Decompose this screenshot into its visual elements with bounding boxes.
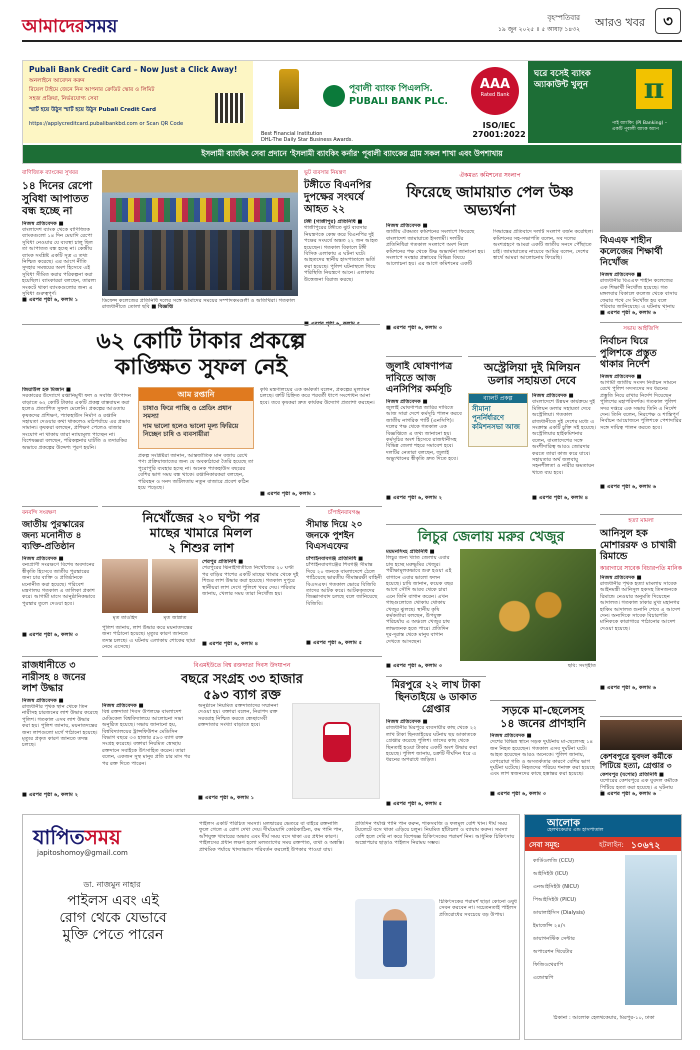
blood-illustration	[292, 703, 380, 799]
murder-body: যশোরের কেশবপুরে এক যুবদল কর্মীকে পিটিয়ে হত্যা করা হয়েছে। এ ঘটনায়	[600, 778, 678, 791]
lead-title-line1: ৬২ কোটি টাকার প্রকল্পে	[96, 329, 306, 354]
border-kicker: চাঁপাইনবাবগঞ্জ	[327, 510, 361, 516]
bank-name-en: PUBALI BANK PLC.	[349, 96, 448, 107]
masthead	[0, 0, 700, 56]
rimand-more: ■ এরপর পৃষ্ঠা ৬, কলাম ৬	[600, 684, 657, 691]
hospital-sub: হেলথকেয়ার এন্ড হাসপাতাল	[547, 827, 604, 833]
repo-title: ১৪ দিনের রেপো সুবিধা আপাতত বন্ধ হচ্ছে না	[22, 180, 93, 217]
children-text	[202, 559, 300, 651]
blood-title-line2: ৫৯৩ ব্যাগ রক্ত	[203, 688, 281, 703]
igp-kicker: সভায় আইজিপি	[623, 326, 659, 332]
rajdhani-title: রাজধানীতে ৩ নারীসহ ৪ জনের লাশ উদ্ধার	[22, 660, 86, 694]
section-label: আরও খবর	[595, 16, 645, 29]
pi-symbol-icon: π	[636, 69, 672, 109]
children-body-2: পুলিশ জানায়, লাশ উদ্ধার করে ময়নাতদন্তের জন্য পাঠানো হয়েছে। মৃত্যুর কারণ জানতে তদন্ত চলছে। এ ঘটনায় এলাকায় শোকের ছায়া নেমে এসেছে।	[102, 625, 196, 651]
children-byline: শেরপুর প্রতিনিধি ■	[202, 559, 244, 565]
border-byline: চাঁপাইনবাবগঞ্জ প্রতিনিধি ■	[306, 556, 363, 562]
robbery-byline: নিজস্ব প্রতিবেদক ■	[386, 719, 428, 725]
dates-title: লিচুর জেলায় মরুর খেজুর	[417, 529, 565, 545]
flag-row	[110, 198, 290, 222]
repo-kicker: বাণিজ্যিক ব্যাংকের সুখবর	[22, 170, 79, 176]
dates-more: ■ এরপর পৃষ্ঠা ৬, কলাম ৩	[386, 663, 443, 670]
ad-bullet-3: সহজ প্রক্রিয়া, নির্ভরযোগ্য সেবা	[29, 96, 99, 102]
children-body: শেরপুরের ঝিনাইগাতীতে নিখোঁজের ২০ ঘণ্টা পর বাড়ির পাশের একটি মাছের খামার থেকে দুই শিশুর লাশ উদ্ধার করা হয়েছে। গতকাল দুপুরে স্থানীয়রা লাশ দেখে পুলিশে খবর দেয়। পরিবার জানায়, খেলার সময় তারা নিখোঁজ হয়।	[202, 565, 299, 598]
lead-body: সরকারের উদ্যোগে রপ্তানিমুখী ফল ও সবজি উৎপাদন বাড়াতে ৬২ কোটি টাকার একটি প্রকল্প বাস্তবায়ন করা হলেও প্রত্যাশিত সুফল মেলেনি। প্রকল্পের আওতায় কৃষকদের প্রশিক্ষণ, প্যাকহাউস নির্মাণ ও রপ্তানি সহায়তা দেওয়ার কথা থাকলেও মাঠপর্যায়ে এর প্রভাব সামান্য। কৃষকরা বলছেন, প্রশিক্ষণ পেলেও বাজার সংযোগ না থাকায় তারা ন্যায্যমূল্য পাচ্ছেন না। বিশেষজ্ঞরা বলছেন, পরিকল্পনার ঘাটতি ও তদারকির অভাবে প্রকল্পের উদ্দেশ্য পূরণ হয়নি।	[22, 393, 131, 451]
children-title-line3: ২ শিশুর লাশ	[168, 540, 234, 555]
brand-left: যাপিত	[33, 825, 85, 849]
rimand-kicker: হত্যা মামলা	[628, 518, 654, 524]
border-title: সীমান্ত দিয়ে ২০ জনকে পুশইন বিএসএফের	[306, 520, 363, 552]
lead-byline: জিয়াউল হক মিজান ■	[22, 387, 71, 393]
children-photos	[102, 559, 198, 651]
hospital-photo	[625, 855, 677, 1005]
column-author: ডা. নাজমুন নাহার	[83, 880, 141, 889]
service-3: এনআইসিইউ (NICU)	[533, 884, 579, 890]
igp-more: ■ এরপর পৃষ্ঠা ৬, কলাম ৬	[600, 483, 657, 490]
hospital-ad	[524, 814, 682, 1040]
accident-byline: নিজস্ব প্রতিবেদক ■	[490, 733, 532, 739]
ndc-photo	[102, 170, 298, 296]
rajdhani-body: রাজধানীর পৃথক স্থান থেকে তিন নারীসহ চারজনের লাশ উদ্ধার করেছে পুলিশ। গতকাল এসব লাশ উদ্ধার করা হয়। পুলিশ জানায়, ময়নাতদন্তের জন্য লাশগুলো মর্গে পাঠানো হয়েছে। মৃত্যুর প্রকৃত কারণ জানতে তদন্ত চলছে।	[22, 703, 98, 749]
column-illustration	[355, 899, 435, 979]
article-robbery	[386, 676, 486, 810]
tongi-title: টঙ্গীতে বিএনপির দুপক্ষের সংঘর্ষে আহত ২২	[304, 180, 372, 215]
blood-col-1	[102, 703, 192, 803]
award-text	[261, 131, 361, 143]
accident-more: ■ এরপর পৃষ্ঠা ৬, কলাম ৩	[490, 791, 547, 798]
service-6: ইমার্জেন্সি ২৪/৭	[533, 923, 566, 929]
blood-body: বিশ্ব রক্তদাতা দিবস উপলক্ষে বাংলাদেশ মেডিকেল বিশ্ববিদ্যালয়ে আলোচনা সভা অনুষ্ঠিত হয়েছে। সভায় জানানো হয়, বিশ্ববিদ্যালয়ের ট্রান্সফিউশন মেডিসিন বিভাগ বছরে ৩৩ হাজার ৫৯৩ ব্যাগ রক্ত সংগ্রহ করেছে। বক্তারা নিয়মিত স্বেচ্ছায় রক্তদানে সবাইকে উৎসাহিত করেন। তারা বলেন, একজন সুস্থ মানুষ প্রতি চার মাস পর পর রক্ত দিতে পারেন।	[102, 709, 191, 767]
tongi-body: গাজীপুরের টঙ্গীতে ঝুট ব্যবসার নিয়ন্ত্রণকে কেন্দ্র করে বিএনপির দুই পক্ষের সংঘর্ষে অন্তত ২২ জন আহত হয়েছেন। গতকাল বিকালে টঙ্গী বিসিক এলাকায় এ ঘটনা ঘটে। আহতদের স্থানীয় হাসপাতালে ভর্তি করা হয়েছে। পুলিশ ঘটনাস্থলে গিয়ে পরিস্থিতি নিয়ন্ত্রণে আনে। এলাকায় উত্তেজনা বিরাজ করছে।	[304, 225, 378, 283]
lead-more: ■ এরপর পৃষ্ঠা ৬, কলাম ১	[260, 491, 317, 497]
hotline-label: হটলাইন:	[599, 841, 624, 849]
lead-infobox	[138, 387, 254, 449]
accident-title-line2: ১৪ জনের প্রাণহানি	[500, 717, 586, 730]
lead-col-3	[260, 387, 380, 499]
rajdhani-more: ■ এরপর পৃষ্ঠা ৬, কলাম ২	[22, 791, 79, 798]
julai-title: জুলাই ঘোষণাপত্র দাবিতে আজ এনসিপির কর্মসূচি	[386, 361, 453, 395]
hospital-address: ঠিকানা : আলোক হেলথকেয়ার, মিরপুর-১০, ঢাকা	[553, 1015, 655, 1021]
ad-bullet-2: রিয়েল টাইমে জেনে নিন আপনার ক্রেডিট স্কোর ও লিমিট	[29, 87, 155, 93]
jamaat-title: ফিরেছে জামায়াত পেল উষ্ণ অভ্যর্থনা	[406, 183, 574, 219]
article-igp	[600, 322, 682, 512]
child-name-2: মৃত জান্নাত	[163, 615, 187, 621]
blood-bag-icon	[323, 722, 351, 762]
article-border	[306, 506, 382, 652]
column-body-3: চিকিৎসকের পরামর্শ ছাড়া কোনো ওষুধ সেবন করবেন না। সচেতনতাই পাইলস প্রতিরোধের সবচেয়ে বড় উপায়।	[439, 899, 517, 918]
shaheen-title: বিএএফ শাহীন কলেজের শিক্ষার্থী নিখোঁজ	[600, 236, 663, 268]
australia-body: বাংলাদেশে উন্নয়ন কার্যক্রমে দুই মিলিয়ন ডলার সহায়তা দেবে অস্ট্রেলিয়া। গতকাল রাজধানীতে দুই দেশের মধ্যে এ সংক্রান্ত একটি চুক্তি সই হয়েছে। অস্ট্রেলিয়ার হাইকমিশনার বলেন, বাংলাদেশের সঙ্গে অংশীদারিত্ব আরও জোরদার করতে তারা কাজ করে যাবে। সহায়তার অর্থ জলবায়ু সহনশীলতা ও নারীর ক্ষমতায়ন খাতে ব্যয় হবে।	[532, 399, 596, 476]
accident-body: দেশের বিভিন্ন স্থানে সড়ক দুর্ঘটনায় মা-ছেলেসহ ১৪ জন নিহত হয়েছেন। গতকাল এসব দুর্ঘটনা ঘটে। আহত হয়েছেন আরও অনেকে। পুলিশ জানায়, বেপরোয়া গতি ও অসতর্কতার কারণে বেশির ভাগ দুর্ঘটনা ঘটেছে। নিহতদের পরিচয় শনাক্ত করা হয়েছে এবং লাশ স্বজনদের কাছে হস্তান্তর করা হয়েছে।	[490, 739, 595, 778]
australia-title-line1: অস্ট্রেলিয়া দুই মিলিয়ন	[483, 361, 581, 374]
masthead-rule	[22, 40, 682, 42]
article-accident	[490, 700, 596, 810]
article-rimand	[600, 514, 682, 714]
page-number: ৩	[655, 8, 681, 34]
shaheen-byline: নিজস্ব প্রতিবেদক ■	[600, 272, 642, 278]
article-julai	[386, 356, 462, 506]
jatio-body: বন্যপ্রাণী সংরক্ষণে বিশেষ অবদানের স্বীকৃতি হিসেবে জাতীয় পুরস্কারের জন্য চার ব্যক্তি ও প্রতিষ্ঠানকে মনোনীত করা হয়েছে। পরিবেশ মন্ত্রণালয় গতকাল এ তালিকা প্রকাশ করে। আগামী মাসে আনুষ্ঠানিকভাবে পুরস্কার তুলে দেওয়া হবে।	[22, 562, 96, 607]
child-name-1: মৃত তাওহিদ	[112, 615, 138, 621]
tongi-byline: টঙ্গী (গাজীপুর) প্রতিনিধি ■	[304, 219, 363, 225]
article-jamaat	[386, 170, 594, 352]
rating-sub: Rated Bank	[480, 92, 510, 98]
rimand-sub: কারাগারে সাবেক বিচারপতি মানিক	[600, 564, 682, 572]
column-title-line1: পাইলস এবং এই	[67, 893, 159, 909]
australia-inset-kicker: ব্যালট প্রকল্প	[469, 394, 527, 403]
date-line2: ১৯ জুন ২০২৫ ॥ ৫ আষাঢ় ১৪৩২	[498, 26, 580, 33]
service-10: এন্ডোস্কপি	[533, 975, 554, 981]
article-rajdhani	[22, 656, 98, 806]
australia-inset	[468, 393, 528, 447]
logo-left: আমাদের	[22, 16, 85, 37]
jamaat-more: ■ এরপর পৃষ্ঠা ৬, কলাম ৩	[386, 325, 443, 332]
award-trophy-icon	[279, 69, 299, 109]
service-1: কার্ডিওলজি (CCU)	[533, 858, 574, 864]
dates-byline: ময়মনসিংহ প্রতিনিধি ■	[386, 549, 435, 555]
service-8: অপারেশন থিয়েটার	[533, 949, 573, 955]
child-photo-1	[102, 559, 148, 613]
service-2: আইসিইউ (ICU)	[533, 871, 569, 877]
rimand-byline: নিজস্ব প্রতিবেদক ■	[600, 574, 642, 581]
rimand-title: আনিসুল হক মোশাররফ ও চাখারী রিমান্ডে	[600, 528, 677, 562]
article-murder	[600, 716, 682, 810]
children-title-line2: মাছের খামারে মিলল	[149, 525, 253, 540]
hospital-name: আলোক	[547, 818, 581, 829]
julai-byline: নিজস্ব প্রতিবেদক ■	[386, 398, 428, 405]
repo-body: বাংলাদেশ ব্যাংক থেকে বাণিজ্যিক ব্যাংকগুলো ১৪ দিন মেয়াদি রেপো সুবিধা নেওয়ার যে ব্যবস্থা চালু ছিল তা আপাতত বন্ধ হচ্ছে না। কেন্দ্রীয় ব্যাংক সংশ্লিষ্ট একটি সূত্র এ তথ্য নিশ্চিত করেছে। এর আগে নীতি সুদহার সমন্বয়ের অংশ হিসেবে এই সুবিধা সীমিত করার পরিকল্পনা করা হয়েছিল। ব্যাংকাররা বলছেন, তারল্য সংকটে থাকা ব্যাংকগুলোর জন্য এ সুবিধা গুরুত্বপূর্ণ।	[22, 226, 96, 297]
julai-more: ■ এরপর পৃষ্ঠা ৬, কলাম ২	[386, 494, 443, 501]
blood-more: ■ এরপর পৃষ্ঠা ৬, কলাম ১	[198, 795, 255, 801]
hotline-number[interactable]: ১০৬৭২	[631, 841, 661, 851]
murder-more: ■ এরপর পৃষ্ঠা ৬, কলাম ৬	[600, 791, 657, 798]
jamaat-kicker: ঐকমত্য কমিশনের সংলাপ	[459, 172, 521, 179]
jatio-title: জাতীয় পুরস্কারের জন্য মনোনীত ৪ ব্যক্তি-প্রতিষ্ঠান	[22, 520, 85, 552]
lead-col-1	[22, 387, 132, 499]
services-label: সেবা সমূহ:	[529, 841, 560, 849]
tongi-kicker: ভুট ব্যবসার নিয়ন্ত্রণ	[304, 170, 346, 176]
lead-body-3: কৃষি মন্ত্রণালয়ের এক কর্মকর্তা বলেন, প্রকল্পের মূল্যায়ন চলছে। ত্রুটি চিহ্নিত করে পরবর্তী ধাপে সংশোধন আনা হবে। তবে কৃষকরা দ্রুত কার্যকর উদ্যোগ প্রত্যাশা করছেন।	[260, 387, 375, 406]
ndc-credit: ■ বিজ্ঞপ্তি	[151, 304, 174, 311]
article-dates	[386, 524, 596, 672]
date-line1: বৃহস্পতিবার	[547, 14, 580, 22]
australia-byline: নিজস্ব প্রতিবেদক ■	[532, 393, 574, 399]
figure-icon	[383, 909, 407, 967]
robbery-title: মিরপুরে ২২ লাখ টাকা ছিনতাইয়ে ৬ ডাকাত গ্রেপ্তার	[391, 680, 481, 715]
masthead-logo	[22, 12, 117, 38]
column-title-line3: মুক্তি পেতে পারেন	[62, 927, 164, 943]
jamaat-byline: নিজস্ব প্রতিবেদক ■	[386, 223, 428, 229]
service-5: ডায়ালাইসিস (Dialysis)	[533, 910, 585, 916]
top-advertisement	[22, 60, 682, 164]
column-title	[33, 893, 193, 944]
masthead-date	[490, 12, 580, 35]
column-body-2: প্রতিদিন পর্যাপ্ত পানি পান করুন, শাকসবজি ও ফলমূল বেশি খান। দীর্ঘ সময় টয়লেটে বসে থাকা এড়িয়ে চলুন। নিয়মিত হাঁটাচলা ও ব্যায়াম করুন। সমস্যা বেশি হলে দেরি না করে বিশেষজ্ঞ চিকিৎসকের পরামর্শ নিন। আধুনিক চিকিৎসায় অস্ত্রোপচার ছাড়াও পাইলস নিরাময় সম্ভব।	[355, 821, 515, 847]
australia-inset-title: সীমানা পুনর্নির্ধারণে কমিশনসভা আজ	[472, 405, 520, 431]
hospital-services	[533, 855, 623, 1005]
award-line2: DHL-The Daily Star Business Awards.	[261, 137, 353, 143]
iso-line2: 27001:2022	[472, 130, 526, 139]
health-column	[22, 814, 520, 1040]
blood-kicker: বিএমইউতে বিশ্ব রক্তদাতা দিবস উদযাপন	[193, 662, 291, 669]
blood-title-line1: বছরে সংগ্রহ ৩৩ হাজার	[181, 672, 303, 687]
accident-title-line1: সড়কে মা-ছেলেসহ	[502, 704, 584, 717]
ndc-caption-text: ডিফেন্স কলেজের প্রতিনিধি দলের সঙ্গে আমাদের সময়ের সম্পাদকমণ্ডলী ও অতিথিরা। গতকাল রাজধানীতে তোলা ছবি	[102, 298, 295, 311]
shaheen-body: রাজধানীর বিএএফ শাহীন কলেজের এক শিক্ষার্থী নিখোঁজ হয়েছে। গত মঙ্গলবার বিকালে কলেজ থেকে বাসায় ফেরার পথে সে নিখোঁজ হয় বলে পরিবার জানিয়েছে। এ ঘটনায় থানায়	[600, 278, 678, 311]
service-4: পিআইসিইউ (PICU)	[533, 897, 577, 903]
children-more: ■ এরপর পৃষ্ঠা ৬, কলাম ৪	[202, 641, 259, 648]
article-repo	[22, 170, 98, 322]
ad-right-panel	[528, 61, 682, 143]
australia-title-line2: ডলার সহায়তা দেবে	[487, 374, 577, 387]
lead-box-item-1: চাষাও ফিরে পাচ্ছি ও প্রেডিং প্রধান সমস্যা	[143, 404, 232, 420]
ad-cta: স্মার্ট হয়ে উঠুন স্মার্ট হয়ে উঠুন Pubali Credit Card	[29, 107, 156, 113]
dates-text	[386, 549, 456, 671]
ad-right-text: ঘরে বসেই ব্যাংক অ্যাকাউন্ট খুলুন	[534, 69, 591, 90]
aaa-badge	[471, 67, 519, 115]
blood-byline: নিজস্ব প্রতিবেদক ■	[102, 703, 144, 709]
hospital-header	[525, 815, 681, 837]
border-body: চাঁপাইনবাবগঞ্জের শিবগঞ্জ সীমান্ত দিয়ে ২০ জনকে বাংলাদেশে ঠেলে পাঠিয়েছে ভারতীয় সীমান্তরক্ষী বাহিনী বিএসএফ। গতকাল ভোরে বিজিবি তাদের আটক করে। আটককৃতদের জিজ্ঞাসাবাদ চলছে বলে জানিয়েছে বিজিবি।	[306, 562, 382, 607]
brand-right: সময়	[84, 825, 121, 849]
australia-text	[532, 393, 596, 505]
pi-sub: পাই ব্যাংকিং (PI Banking) – একটি পূবালী ব্যাংক অ্যাপ	[612, 121, 668, 132]
lead-box-item-2: দাম ভালো হলেও ভালো মূল্য ফিরিয়ে নিচ্ছেন চাষি ও ব্যবসায়ীরা	[143, 422, 239, 438]
lead-title-line2: কাঙ্ক্ষিত সুফল নেই	[114, 355, 288, 380]
rajdhani-byline: নিজস্ব প্রতিবেদক ■	[22, 697, 64, 704]
murder-byline: কেশবপুর (যশোর) প্রতিনিধি ■	[600, 772, 664, 778]
article-jatio	[22, 506, 98, 652]
igp-body: আগামী জাতীয় সংসদ নির্বাচন সামনে রেখে পুলিশ সদস্যদের সব ধরনের প্রস্তুতি নিয়ে রাখার নির্দেশ দিয়েছেন পুলিশের মহাপরিদর্শক। গতকাল পুলিশ সদর দপ্তরে এক সভায় তিনি এ নির্দেশ দেন। তিনি বলেন, নিরপেক্ষ ও শান্তিপূর্ণ নির্বাচন আয়োজনে পুলিশকে পেশাদারির সঙ্গে দায়িত্ব পালন করতে হবে।	[600, 379, 682, 431]
blood-body-2: অনুষ্ঠানে নিয়মিত রক্তদাতাদের সম্মাননা দেওয়া হয়। বক্তারা বলেন, নিরাপদ রক্ত সরবরাহ নিশ্চিত করতে স্বেচ্ছাসেবী রক্তদাতার সংখ্যা বাড়াতে হবে।	[198, 703, 279, 729]
ndc-caption	[102, 298, 298, 318]
iso-text	[469, 121, 529, 139]
robbery-body: রাজধানীর মিরপুরে ব্যবসায়ীর কাছ থেকে ২২ লাখ টাকা ছিনতাইয়ের ঘটনায় ছয় ডাকাতকে গ্রেপ্তার করেছে পুলিশ। তাদের কাছ থেকে ছিনতাই হওয়া টাকার একটি অংশ উদ্ধার করা হয়েছে। পুলিশ জানায়, চক্রটি দীর্ঘদিন ধরে এ ধরনের অপরাধে জড়িত।	[386, 725, 478, 764]
pubali-logo-icon	[323, 85, 345, 107]
iso-line1: ISO/IEC	[482, 121, 516, 130]
column-body: পাইলস একটি পরিচিত সমস্যা। মলদ্বারের ভেতরে বা বাইরে রক্তনালি ফুলে গেলে এ রোগ দেখা দেয়। দীর্ঘমেয়াদি কোষ্ঠকাঠিন্য, কম পানি পান, আঁশযুক্ত খাবারের অভাব এবং দীর্ঘ সময় বসে থাকা এর প্রধান কারণ। পাইলসের প্রধান লক্ষণ হলো মলত্যাগের সময় রক্তপাত, ব্যথা ও অস্বস্তি। প্রাথমিক পর্যায়ে খাদ্যাভ্যাস পরিবর্তন করলেই উপকার পাওয়া যায়।	[199, 821, 345, 853]
logo-right: সময়	[84, 16, 118, 37]
bank-name	[349, 81, 461, 107]
ad-title: Pubali Bank Credit Card – Now Just a Click Away!	[29, 65, 238, 74]
bank-name-bn: পূবালী ব্যাংক পিএলসি.	[349, 84, 433, 94]
repo-more: ■ এরপর পৃষ্ঠা ৬, কলাম ১	[22, 296, 79, 303]
repo-byline: নিজস্ব প্রতিবেদক ■	[22, 220, 64, 227]
robbery-more: ■ এরপর পৃষ্ঠা ৬, কলাম ৫	[386, 801, 443, 808]
murder-photo	[600, 720, 682, 750]
article-australia	[468, 356, 596, 506]
igp-byline: নিজস্ব প্রতিবেদক ■	[600, 373, 642, 380]
ad-url: https://applycreditcard.pubalibankbd.com or Scan QR Code	[29, 121, 184, 127]
dates-caption: ছবি: সংগৃহীত	[567, 663, 596, 669]
rating: AAA	[479, 77, 511, 92]
column-email[interactable]: japitoshomoy@gmail.com	[37, 849, 128, 857]
people-row	[108, 230, 292, 290]
article-lead	[22, 324, 380, 500]
australia-more: ■ এরপর পৃষ্ঠা ৬, কলাম ৪	[532, 495, 589, 502]
murder-title: কেশবপুরে যুবদল কর্মীকে পিটিয়ে হত্যা, গ্রেপ্তার ৩	[600, 752, 673, 770]
service-7: ডায়াগনস্টিক সেন্টার	[533, 936, 575, 942]
article-shaheen	[600, 170, 682, 320]
shaheen-more: ■ এরপর পৃষ্ঠা ৬, কলাম ৬	[600, 310, 657, 317]
tongi-more: ■ এরপর পৃষ্ঠা ৬, কলাম ৫	[304, 321, 361, 328]
hospital-services-bar	[525, 837, 681, 851]
igp-title: নির্বাচন ঘিরে পুলিশকে প্রস্তুত থাকার নির্দেশ	[600, 336, 657, 370]
ad-strip: ইসলামী ব্যাংকিং সেবা প্রদানে 'ইসলামী ব্যাংকিং কর্নার' পূবালী ব্যাংকের গ্রাম সকল শাখা এবং উপশাখায়	[23, 145, 681, 163]
column-title-line2: রোগ থেকে যেভাবে	[59, 910, 167, 926]
qr-code	[215, 93, 245, 123]
child-photo-2	[152, 559, 198, 613]
service-9: ফিজিওথেরাপি	[533, 962, 564, 968]
border-more: ■ এরপর পৃষ্ঠা ৬, কলাম ৫	[306, 640, 363, 647]
julai-body: জুলাই ঘোষণাপত্র জারির দাবিতে আজ সারা দেশে কর্মসূচি পালন করবে জাতীয় নাগরিক পার্টি (এনসিপি)। দলের পক্ষ থেকে গতকাল এক বিজ্ঞপ্তিতে এ তথ্য জানানো হয়। কর্মসূচির অংশ হিসেবে রাজধানীসহ বিভিন্ন জেলা শহরে সমাবেশ হবে। দলটির নেতারা বলছেন, জুলাই অভ্যুত্থানের স্বীকৃতি দ্রুত দিতে হবে।	[386, 404, 462, 463]
lead-body-2: প্রকল্প সংশ্লিষ্টরা জানান, আন্তর্জাতিক মান বজায় রেখে পণ্য প্রক্রিয়াজাতের জন্য যে অবকাঠামো তৈরি হয়েছে তা পুরোপুরি ব্যবহার হচ্ছে না। অনেক প্যাকহাউস বছরের বেশির ভাগ সময় বন্ধ থাকে। রপ্তানিকারকরা বলছেন, পরিবহন ও সনদ জটিলতায় নতুন বাজারে প্রবেশ কঠিন হয়ে পড়েছে।	[138, 453, 254, 492]
dates-body: লিচুর জন্য খ্যাত জেলায় এবার চাষ হচ্ছে মরুভূমির খেজুর। পরীক্ষামূলকভাবে শুরু হওয়া এই বাগানে এবার ভালো ফলন হয়েছে। চাষি জানান, কয়েক বছর আগে সৌদি আরব থেকে চারা এনে তিনি বাগান করেন। এখন গাছগুলোতে থোকায় থোকায় খেজুর ঝুলছে। স্থানীয় কৃষি কর্মকর্তারা বলছেন, উপযুক্ত পরিচর্যায় এ অঞ্চলে খেজুর চাষ লাভজনক হতে পারে। প্রতিদিন দূর-দূরান্ত থেকে মানুষ বাগান দেখতে আসছেন।	[386, 555, 453, 645]
jatio-kicker: বনবন্দি সংরক্ষণ	[22, 510, 56, 516]
ad-bullet-1: অনলাইনে আবেদন করুন	[29, 78, 85, 84]
dates-photo	[460, 549, 596, 661]
article-blood	[102, 656, 382, 806]
lead-box-title: আম রপ্তানি	[139, 388, 253, 401]
rimand-body: রাজধানীর পৃথক হত্যা মামলায় সাবেক আইনমন্ত্রী আনিসুল হকসহ তিনজনকে রিমান্ডে নেওয়ার অনুমতি দিয়েছেন আদালত। গতকাল ঢাকার মুখ্য মহানগর হাকিম আদালত শুনানি শেষে এ আদেশ দেন। অন্যদিকে সাবেক বিচারপতি মানিককে কারাগারে পাঠানোর আদেশ দেওয়া হয়েছে।	[600, 580, 681, 632]
children-title-line1: নিখোঁজের ২০ ঘণ্টা পর	[142, 510, 260, 525]
jatio-byline: নিজস্ব প্রতিবেদক ■	[22, 556, 64, 562]
jamaat-body: জাতীয় ঐকমত্য কমিশনের সংলাপে ফিরেছে বাংলাদেশ জামায়াতে ইসলামী। দলটির প্রতিনিধিরা গতকাল সংলাপে অংশ নিলে কমিশনের পক্ষ থেকে উষ্ণ অভ্যর্থনা জানানো হয়। সংলাপে সংস্কার প্রস্তাবের বিভিন্ন বিষয়ে আলোচনা হয়। এর আগে কমিশনের একটি সিদ্ধান্তের প্রতিবাদে দলটি সংলাপ বর্জন করেছিল। কমিশনের সহ-সভাপতি বলেন, সব দলের অংশগ্রহণে আমরা একটি জাতীয় সনদে পৌঁছাতে চাই। জামায়াতের নায়েবে আমির বলেন, দেশের স্বার্থে আমরা আলোচনায় ফিরেছি।	[386, 229, 594, 268]
jatio-more: ■ এরপর পৃষ্ঠা ৬, কলাম ৩	[22, 632, 79, 639]
shaheen-photo	[600, 170, 682, 232]
award-line1: Best Financial Institution	[261, 131, 323, 137]
article-children	[102, 506, 300, 652]
